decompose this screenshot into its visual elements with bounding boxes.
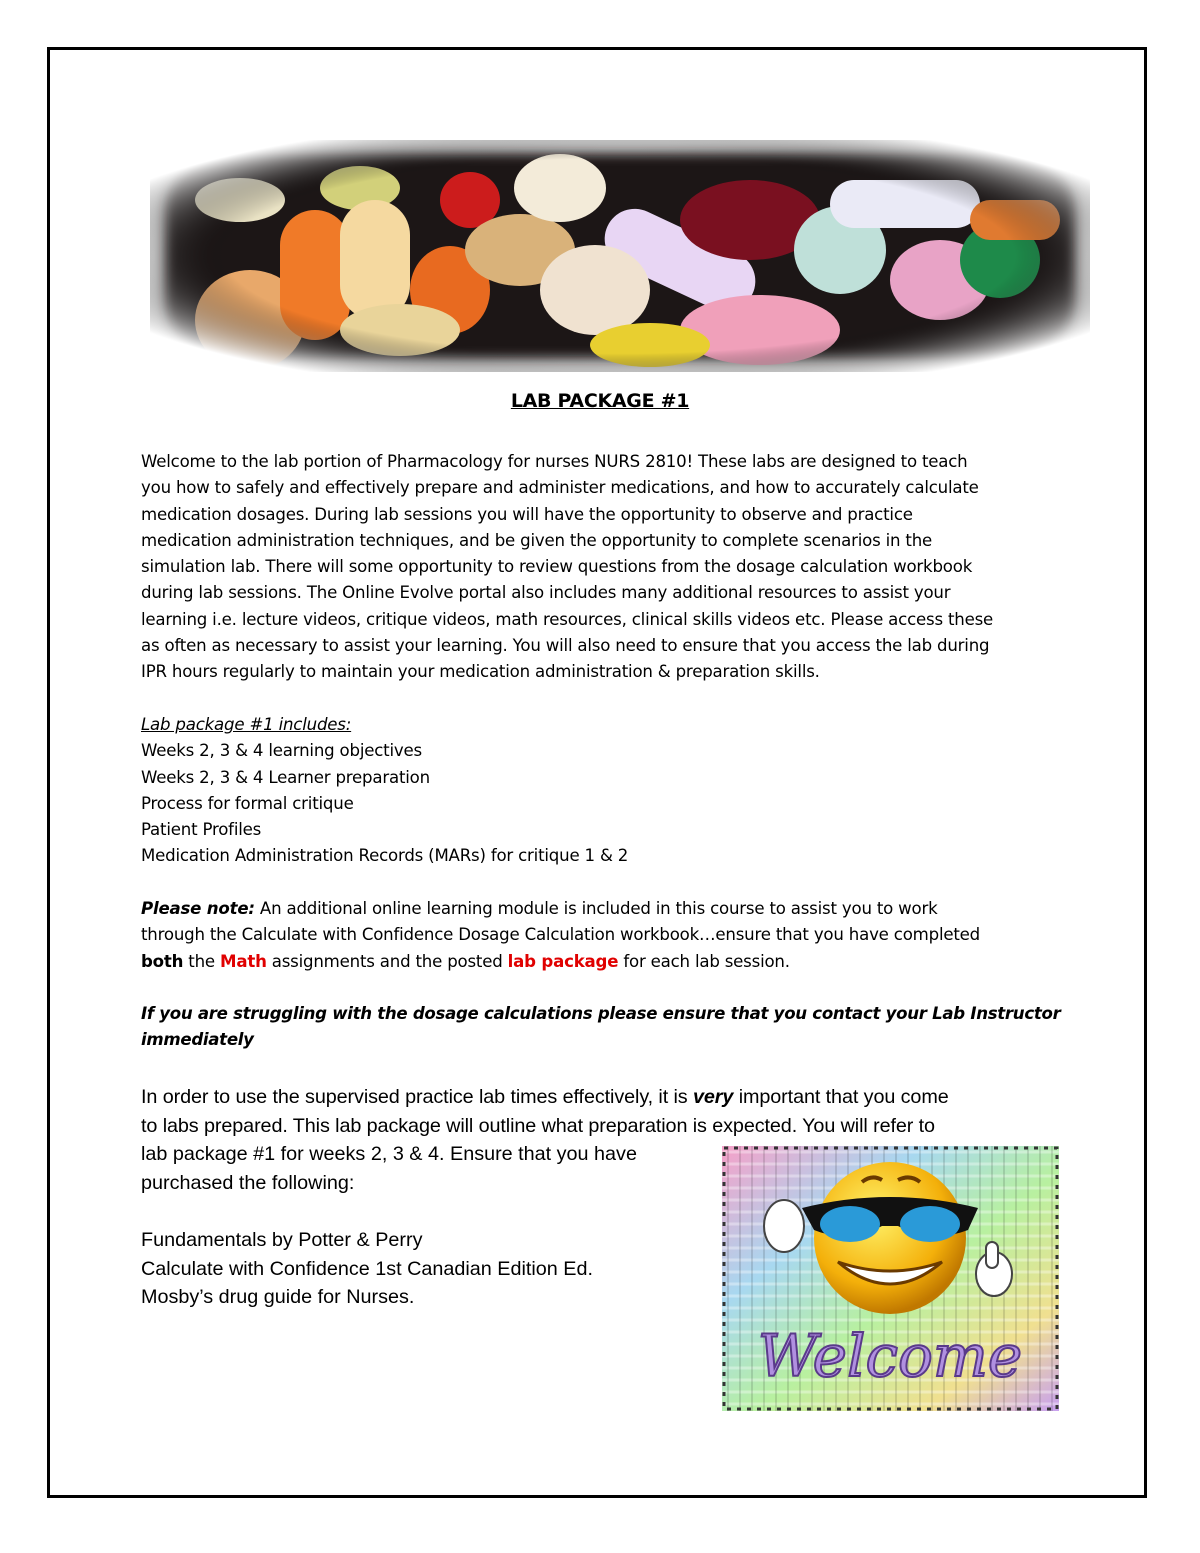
- lab-package-highlight: lab package: [507, 951, 619, 971]
- warning-line: If you are struggling with the dosage calculations please ensure that you contact your Lab Instructor: [141, 1004, 1061, 1023]
- note-text: assignments and the posted: [266, 951, 508, 971]
- includes-list: [141, 712, 1061, 870]
- order-paragraph: [141, 1083, 1061, 1140]
- warning-line: immediately: [141, 1030, 254, 1050]
- struggling-warning: [141, 1001, 1061, 1054]
- note-both: both: [141, 951, 184, 971]
- math-highlight: Math: [220, 951, 267, 971]
- intro-line: IPR hours regularly to maintain your medication administration & preparation skills.: [141, 662, 820, 682]
- please-note-paragraph: [141, 896, 1061, 975]
- list-item: Weeks 2, 3 & 4 learning objectives: [141, 741, 422, 761]
- book-item: Mosby’s drug guide for Nurses.: [141, 1286, 415, 1309]
- book-list: [141, 1226, 701, 1312]
- list-item: Medication Administration Records (MARs) for critique 1 & 2: [141, 846, 629, 866]
- note-text: An additional online learning module is included in this course to assist you to work: [254, 899, 938, 918]
- order-text: purchased the following:: [141, 1171, 355, 1194]
- order-text: to labs prepared. This lab package will outline what preparation is expected. You will refer to: [141, 1114, 935, 1137]
- intro-line: you how to safely and effectively prepare and administer medications, and how to accurately calculate: [141, 478, 979, 498]
- intro-line: simulation lab. There will some opportunity to review questions from the dosage calculation workbook: [141, 557, 973, 577]
- list-item: Process for formal critique: [141, 793, 354, 813]
- intro-line: during lab sessions. The Online Evolve portal also includes many additional resources to assist your: [141, 583, 951, 603]
- order-paragraph-cont: [141, 1140, 701, 1197]
- pills-banner-image: [150, 140, 1090, 372]
- note-lead: Please note:: [141, 899, 255, 918]
- page-title: LAB PACKAGE #1: [510, 390, 690, 412]
- intro-line: learning i.e. lecture videos, critique videos, math resources, clinical skills videos etc. Please access these: [141, 609, 994, 629]
- list-item: Weeks 2, 3 & 4 Learner preparation: [141, 767, 430, 787]
- intro-paragraph: [141, 449, 1061, 686]
- welcome-smiley-image: [722, 1146, 1059, 1411]
- order-text: In order to use the supervised practice lab times effectively, it is: [141, 1086, 693, 1108]
- includes-heading: Lab package #1 includes:: [141, 715, 352, 734]
- order-text: important that you come: [733, 1086, 949, 1108]
- note-text: the: [183, 951, 221, 971]
- book-item: Calculate with Confidence 1st Canadian Edition Ed.: [141, 1257, 593, 1280]
- intro-line: Welcome to the lab portion of Pharmacology for nurses NURS 2810! These labs are designed to teach: [141, 452, 968, 471]
- intro-line: medication dosages. During lab sessions you will have the opportunity to observe and practice: [141, 504, 913, 524]
- book-item: Fundamentals by Potter & Perry: [141, 1229, 423, 1251]
- order-text: lab package #1 for weeks 2, 3 & 4. Ensure that you have: [141, 1143, 637, 1165]
- note-text: for each lab session.: [618, 951, 790, 971]
- order-very: very: [693, 1086, 734, 1108]
- intro-line: medication administration techniques, and be given the opportunity to complete scenarios in the: [141, 530, 933, 550]
- note-text: through the Calculate with Confidence Dosage Calculation workbook…ensure that you have completed: [141, 925, 981, 945]
- list-item: Patient Profiles: [141, 820, 262, 840]
- intro-line: as often as necessary to assist your learning. You will also need to ensure that you access the lab during: [141, 636, 990, 656]
- welcome-text: Welcome: [757, 1322, 1023, 1390]
